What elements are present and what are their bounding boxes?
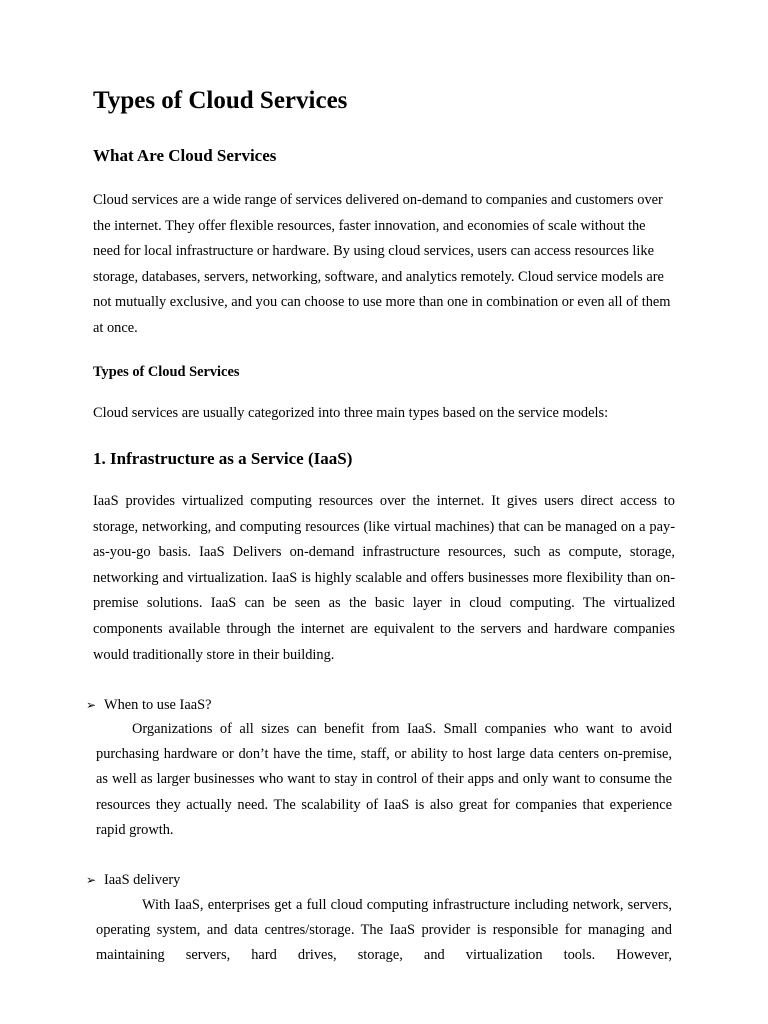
bullet-label: When to use IaaS? [104,697,212,713]
bullet-iaas-delivery [86,870,180,890]
iaas-paragraph: IaaS provides virtualized computing resources over the internet. It gives users direct access to storage, networking, and computing resources (like virtual machines) that can be managed on a pay-as-you-go basis. IaaS Delivers on-demand infrastructure resources, such as compute, storage, networking and virtualization. IaaS is highly scalable and offers businesses more flexibility than on-premise solutions. IaaS can be seen as the basic layer in cloud computing. The virtualized components available through the internet are equivalent to the servers and hardware companies would traditionally store in their building. [93,493,675,663]
bullet-when-to-use-iaas [86,695,212,715]
arrow-bullet-icon: ➢ [86,873,97,887]
document-title: Types of Cloud Services [93,87,348,114]
section-heading-what-are-cloud-services: What Are Cloud Services [93,146,277,165]
types-intro-paragraph: Cloud services are usually categorized into three main types based on the service models: [93,405,609,421]
section-heading-types-of-cloud-services: Types of Cloud Services [93,364,240,380]
intro-paragraph: Cloud services are a wide range of services delivered on-demand to companies and customers over the internet. They offer flexible resources, faster innovation, and economies of scale without the need for local infrastructure or hardware. By using cloud services, users can access resources like storage, databases, servers, networking, software, and analytics remotely. Cloud service models are not mutually exclusive, and you can choose to use more than one in combination or even all of them at once. [93,192,671,336]
section-heading-iaas: 1. Infrastructure as a Service (IaaS) [93,449,353,468]
arrow-bullet-icon: ➢ [86,698,97,712]
iaas-delivery-paragraph: With IaaS, enterprises get a full cloud computing infrastructure including network, servers, operating system, and data centres/storage. The IaaS provider is responsible for managing and maintaining servers, hard drives, storage, and virtualization tools. However, [96,897,672,964]
bullet-label: IaaS delivery [104,872,181,888]
when-to-use-iaas-paragraph: Organizations of all sizes can benefit from IaaS. Small companies who want to avoid purchasing hardware or don’t have the time, staff, or ability to host large data centers on-premise, as well as larger businesses who want to stay in control of their apps and only want to consume the resources they actually need. The scalability of IaaS is also great for companies that experience rapid growth. [96,721,672,838]
